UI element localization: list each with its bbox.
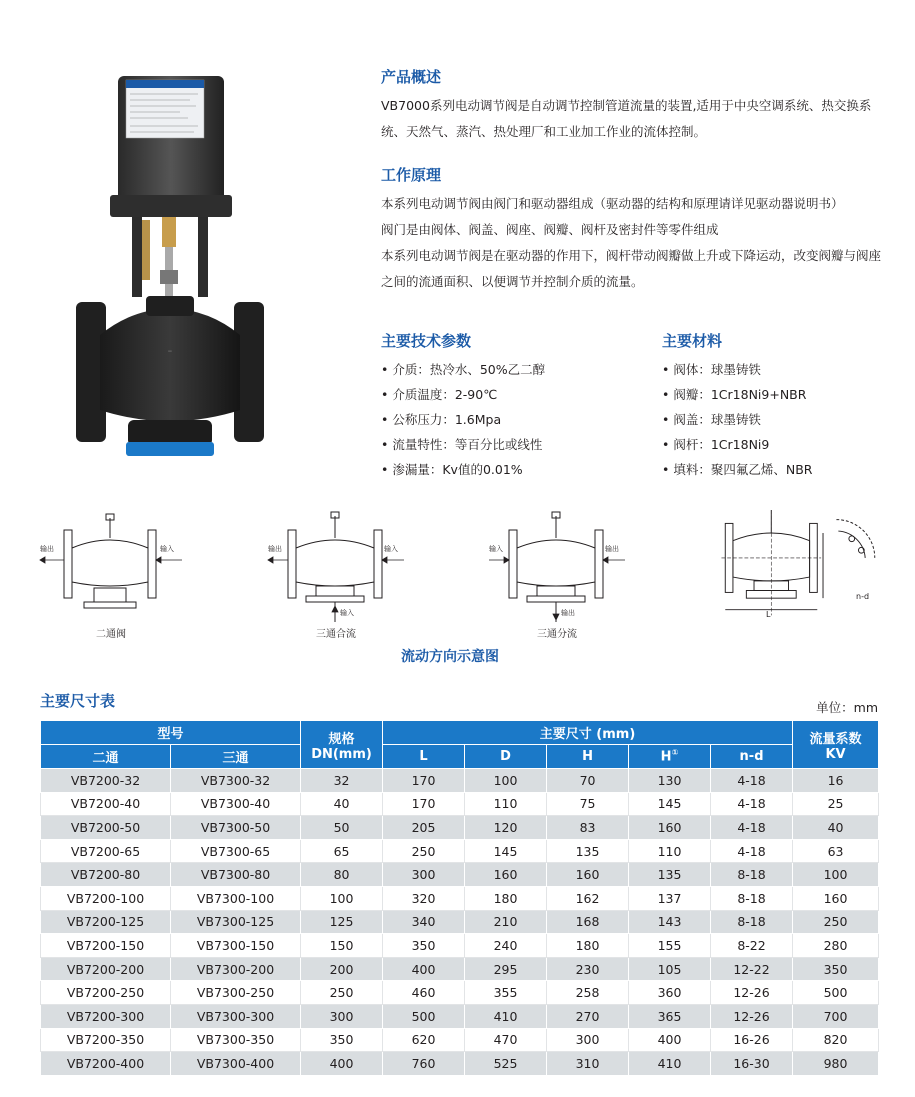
cell-D: 110 [465, 792, 547, 816]
cell-dn: 40 [301, 792, 383, 816]
cell-H1: 400 [629, 1028, 711, 1052]
cell-dn: 80 [301, 863, 383, 887]
cell-H1: 137 [629, 886, 711, 910]
cell-three-way-model: VB7300-125 [171, 910, 301, 934]
dims-table-title: 主要尺寸表 [40, 692, 116, 710]
cell-kv: 250 [793, 910, 879, 934]
cell-three-way-model: VB7300-400 [171, 1052, 301, 1076]
cell-kv: 160 [793, 886, 879, 910]
outlet-label: 输出 [268, 545, 282, 553]
flow-diagram-caption: 流动方向示意图 [401, 649, 499, 665]
cell-L: 460 [383, 981, 465, 1005]
header-nd: n-d [711, 745, 793, 769]
cell-kv: 500 [793, 981, 879, 1005]
header-flow: 流量系数 KV [793, 721, 879, 769]
inlet-label: 输入 [384, 545, 398, 553]
table-row [41, 1028, 879, 1052]
cell-dn: 125 [301, 910, 383, 934]
cell-H: 168 [547, 910, 629, 934]
cell-D: 160 [465, 863, 547, 887]
cell-D: 295 [465, 957, 547, 981]
cell-dn: 50 [301, 816, 383, 840]
cell-kv: 280 [793, 934, 879, 958]
cell-H1: 143 [629, 910, 711, 934]
cell-D: 240 [465, 934, 547, 958]
cell-H1: 155 [629, 934, 711, 958]
cell-H: 270 [547, 1004, 629, 1028]
cell-H1: 105 [629, 957, 711, 981]
cell-nd: 8-18 [711, 863, 793, 887]
cell-kv: 25 [793, 792, 879, 816]
principle-title: 工作原理 [381, 166, 442, 184]
cell-two-way-model: VB7200-80 [41, 863, 171, 887]
cell-H: 135 [547, 839, 629, 863]
cell-L: 760 [383, 1052, 465, 1076]
header-model: 型号 [41, 721, 301, 745]
cell-L: 620 [383, 1028, 465, 1052]
cell-kv: 980 [793, 1052, 879, 1076]
three-merge-caption: 三通合流 [316, 629, 356, 640]
cell-three-way-model: VB7300-150 [171, 934, 301, 958]
cell-H: 300 [547, 1028, 629, 1052]
cell-kv: 40 [793, 816, 879, 840]
cell-two-way-model: VB7200-40 [41, 792, 171, 816]
outlet-label: 输出 [561, 609, 575, 617]
cell-dn: 250 [301, 981, 383, 1005]
material-item: • 阀盖：球墨铸铁 [662, 412, 761, 427]
cell-H1: 135 [629, 863, 711, 887]
two-way-valve-drawing [36, 510, 186, 625]
cell-H1: 145 [629, 792, 711, 816]
materials-section [662, 330, 902, 482]
cell-kv: 700 [793, 1004, 879, 1028]
cell-two-way-model: VB7200-400 [41, 1052, 171, 1076]
cell-nd: 12-26 [711, 1004, 793, 1028]
material-item: • 阀杆：1Cr18Ni9 [662, 437, 770, 452]
cell-three-way-model: VB7300-350 [171, 1028, 301, 1052]
overview-section [381, 66, 891, 145]
cell-H: 75 [547, 792, 629, 816]
cell-D: 100 [465, 769, 547, 793]
cell-H: 83 [547, 816, 629, 840]
principle-line-1: 本系列电动调节阀由阀门和驱动器组成（驱动器的结构和原理请详见驱动器说明书） [381, 196, 844, 211]
cell-two-way-model: VB7200-32 [41, 769, 171, 793]
cell-dn: 200 [301, 957, 383, 981]
cell-three-way-model: VB7300-80 [171, 863, 301, 887]
cell-L: 205 [383, 816, 465, 840]
cell-H1: 360 [629, 981, 711, 1005]
cell-H1: 130 [629, 769, 711, 793]
cell-D: 410 [465, 1004, 547, 1028]
cell-D: 120 [465, 816, 547, 840]
cell-dn: 350 [301, 1028, 383, 1052]
cell-dn: 400 [301, 1052, 383, 1076]
materials-title: 主要材料 [662, 332, 723, 350]
table-row [41, 1052, 879, 1076]
cell-L: 340 [383, 910, 465, 934]
cell-nd: 12-22 [711, 957, 793, 981]
header-L: L [383, 745, 465, 769]
param-item: • 介质：热冷水、50%乙二醇 [381, 362, 546, 377]
table-row [41, 886, 879, 910]
cell-nd: 4-18 [711, 816, 793, 840]
unit-label: 单位：mm [816, 700, 878, 715]
cell-D: 355 [465, 981, 547, 1005]
cell-three-way-model: VB7300-40 [171, 792, 301, 816]
cell-D: 180 [465, 886, 547, 910]
valve-product-photo [70, 70, 285, 470]
cell-two-way-model: VB7200-100 [41, 886, 171, 910]
table-row [41, 769, 879, 793]
dimension-drawing [718, 510, 883, 625]
cell-nd: 4-18 [711, 839, 793, 863]
diagram-dimensions [718, 510, 883, 645]
cell-dn: 150 [301, 934, 383, 958]
cell-two-way-model: VB7200-200 [41, 957, 171, 981]
cell-nd: 4-18 [711, 792, 793, 816]
cell-L: 300 [383, 863, 465, 887]
param-item: • 介质温度：2-90℃ [381, 387, 498, 402]
dim-L-label: L [766, 610, 771, 619]
cell-dn: 300 [301, 1004, 383, 1028]
cell-two-way-model: VB7200-125 [41, 910, 171, 934]
inlet-label: 输入 [160, 545, 174, 553]
diagram-two-way [36, 510, 186, 645]
svg-text:-: - [167, 342, 173, 358]
cell-nd: 16-30 [711, 1052, 793, 1076]
principle-line-3: 本系列电动调节阀是在驱动器的作用下，阀杆带动阀瓣做上升或下降运动，改变阀瓣与阀座之间的流通面积、以便调节并控制介质的流量。 [381, 248, 882, 289]
cell-H: 230 [547, 957, 629, 981]
three-merge-valve-drawing [266, 510, 406, 625]
cell-D: 525 [465, 1052, 547, 1076]
table-row [41, 910, 879, 934]
material-item: • 阀体：球墨铸铁 [662, 362, 761, 377]
cell-two-way-model: VB7200-50 [41, 816, 171, 840]
cell-H: 258 [547, 981, 629, 1005]
table-row [41, 1004, 879, 1028]
header-spec: 规格 DN(mm) [301, 721, 383, 769]
inlet-label: 输入 [489, 545, 503, 553]
cell-nd: 8-18 [711, 910, 793, 934]
cell-D: 470 [465, 1028, 547, 1052]
dim-nd-label: n-d [856, 592, 870, 601]
cell-dn: 32 [301, 769, 383, 793]
table-row [41, 957, 879, 981]
diagram-three-merge [266, 510, 406, 645]
tech-params-section [381, 330, 641, 482]
cell-nd: 16-26 [711, 1028, 793, 1052]
overview-text: VB7000系列电动调节阀是自动调节控制管道流量的装置,适用于中央空调系统、热交换系统、天然气、蒸汽、热处理厂和工业加工作业的流体控制。 [381, 98, 872, 139]
cell-two-way-model: VB7200-65 [41, 839, 171, 863]
dimensions-table [40, 720, 879, 1076]
header-D: D [465, 745, 547, 769]
cell-L: 500 [383, 1004, 465, 1028]
dims-table-body [41, 769, 879, 1076]
cell-H1: 410 [629, 1052, 711, 1076]
material-item: • 填料：聚四氟乙烯、NBR [662, 462, 813, 477]
cell-dn: 100 [301, 886, 383, 910]
cell-two-way-model: VB7200-150 [41, 934, 171, 958]
cell-three-way-model: VB7300-250 [171, 981, 301, 1005]
principle-line-2: 阀门是由阀体、阀盖、阀座、阀瓣、阀杆及密封件等零件组成 [381, 222, 719, 237]
cell-H: 70 [547, 769, 629, 793]
cell-L: 250 [383, 839, 465, 863]
cell-nd: 12-26 [711, 981, 793, 1005]
outlet-label: 输出 [605, 545, 619, 553]
header-two-way: 二通 [41, 745, 171, 769]
three-split-valve-drawing [487, 510, 627, 625]
param-item: • 公称压力：1.6Mpa [381, 412, 502, 427]
cell-nd: 8-18 [711, 886, 793, 910]
cell-H1: 110 [629, 839, 711, 863]
cell-nd: 8-22 [711, 934, 793, 958]
cell-kv: 350 [793, 957, 879, 981]
table-row [41, 816, 879, 840]
cell-kv: 820 [793, 1028, 879, 1052]
cell-D: 145 [465, 839, 547, 863]
cell-H: 310 [547, 1052, 629, 1076]
param-item: • 流量特性：等百分比或线性 [381, 437, 543, 452]
header-main-dims: 主要尺寸 (mm) [383, 721, 793, 745]
cell-L: 170 [383, 769, 465, 793]
cell-H1: 365 [629, 1004, 711, 1028]
table-row [41, 792, 879, 816]
cell-three-way-model: VB7300-50 [171, 816, 301, 840]
header-H1: H① [629, 745, 711, 769]
cell-kv: 63 [793, 839, 879, 863]
param-item: • 渗漏量：Kv值的0.01% [381, 462, 523, 477]
cell-three-way-model: VB7300-300 [171, 1004, 301, 1028]
table-row [41, 934, 879, 958]
table-row [41, 981, 879, 1005]
three-split-caption: 三通分流 [537, 629, 577, 640]
cell-three-way-model: VB7300-200 [171, 957, 301, 981]
cell-L: 320 [383, 886, 465, 910]
material-item: • 阀瓣：1Cr18Ni9+NBR [662, 387, 807, 402]
cell-three-way-model: VB7300-32 [171, 769, 301, 793]
cell-D: 210 [465, 910, 547, 934]
cell-nd: 4-18 [711, 769, 793, 793]
cell-L: 170 [383, 792, 465, 816]
cell-H: 162 [547, 886, 629, 910]
cell-two-way-model: VB7200-300 [41, 1004, 171, 1028]
cell-two-way-model: VB7200-250 [41, 981, 171, 1005]
principle-section [381, 164, 891, 295]
cell-three-way-model: VB7300-100 [171, 886, 301, 910]
outlet-label: 输出 [40, 545, 54, 553]
table-row [41, 839, 879, 863]
tech-params-title: 主要技术参数 [381, 332, 472, 350]
inlet-label: 输入 [340, 609, 354, 617]
cell-kv: 16 [793, 769, 879, 793]
cell-L: 350 [383, 934, 465, 958]
diagram-three-split [487, 510, 627, 645]
cell-two-way-model: VB7200-350 [41, 1028, 171, 1052]
table-row [41, 863, 879, 887]
cell-three-way-model: VB7300-65 [171, 839, 301, 863]
cell-L: 400 [383, 957, 465, 981]
header-H: H [547, 745, 629, 769]
header-three-way: 三通 [171, 745, 301, 769]
overview-title: 产品概述 [381, 68, 442, 86]
two-way-caption: 二通阀 [96, 629, 126, 640]
cell-dn: 65 [301, 839, 383, 863]
cell-H: 160 [547, 863, 629, 887]
cell-H1: 160 [629, 816, 711, 840]
cell-kv: 100 [793, 863, 879, 887]
cell-H: 180 [547, 934, 629, 958]
